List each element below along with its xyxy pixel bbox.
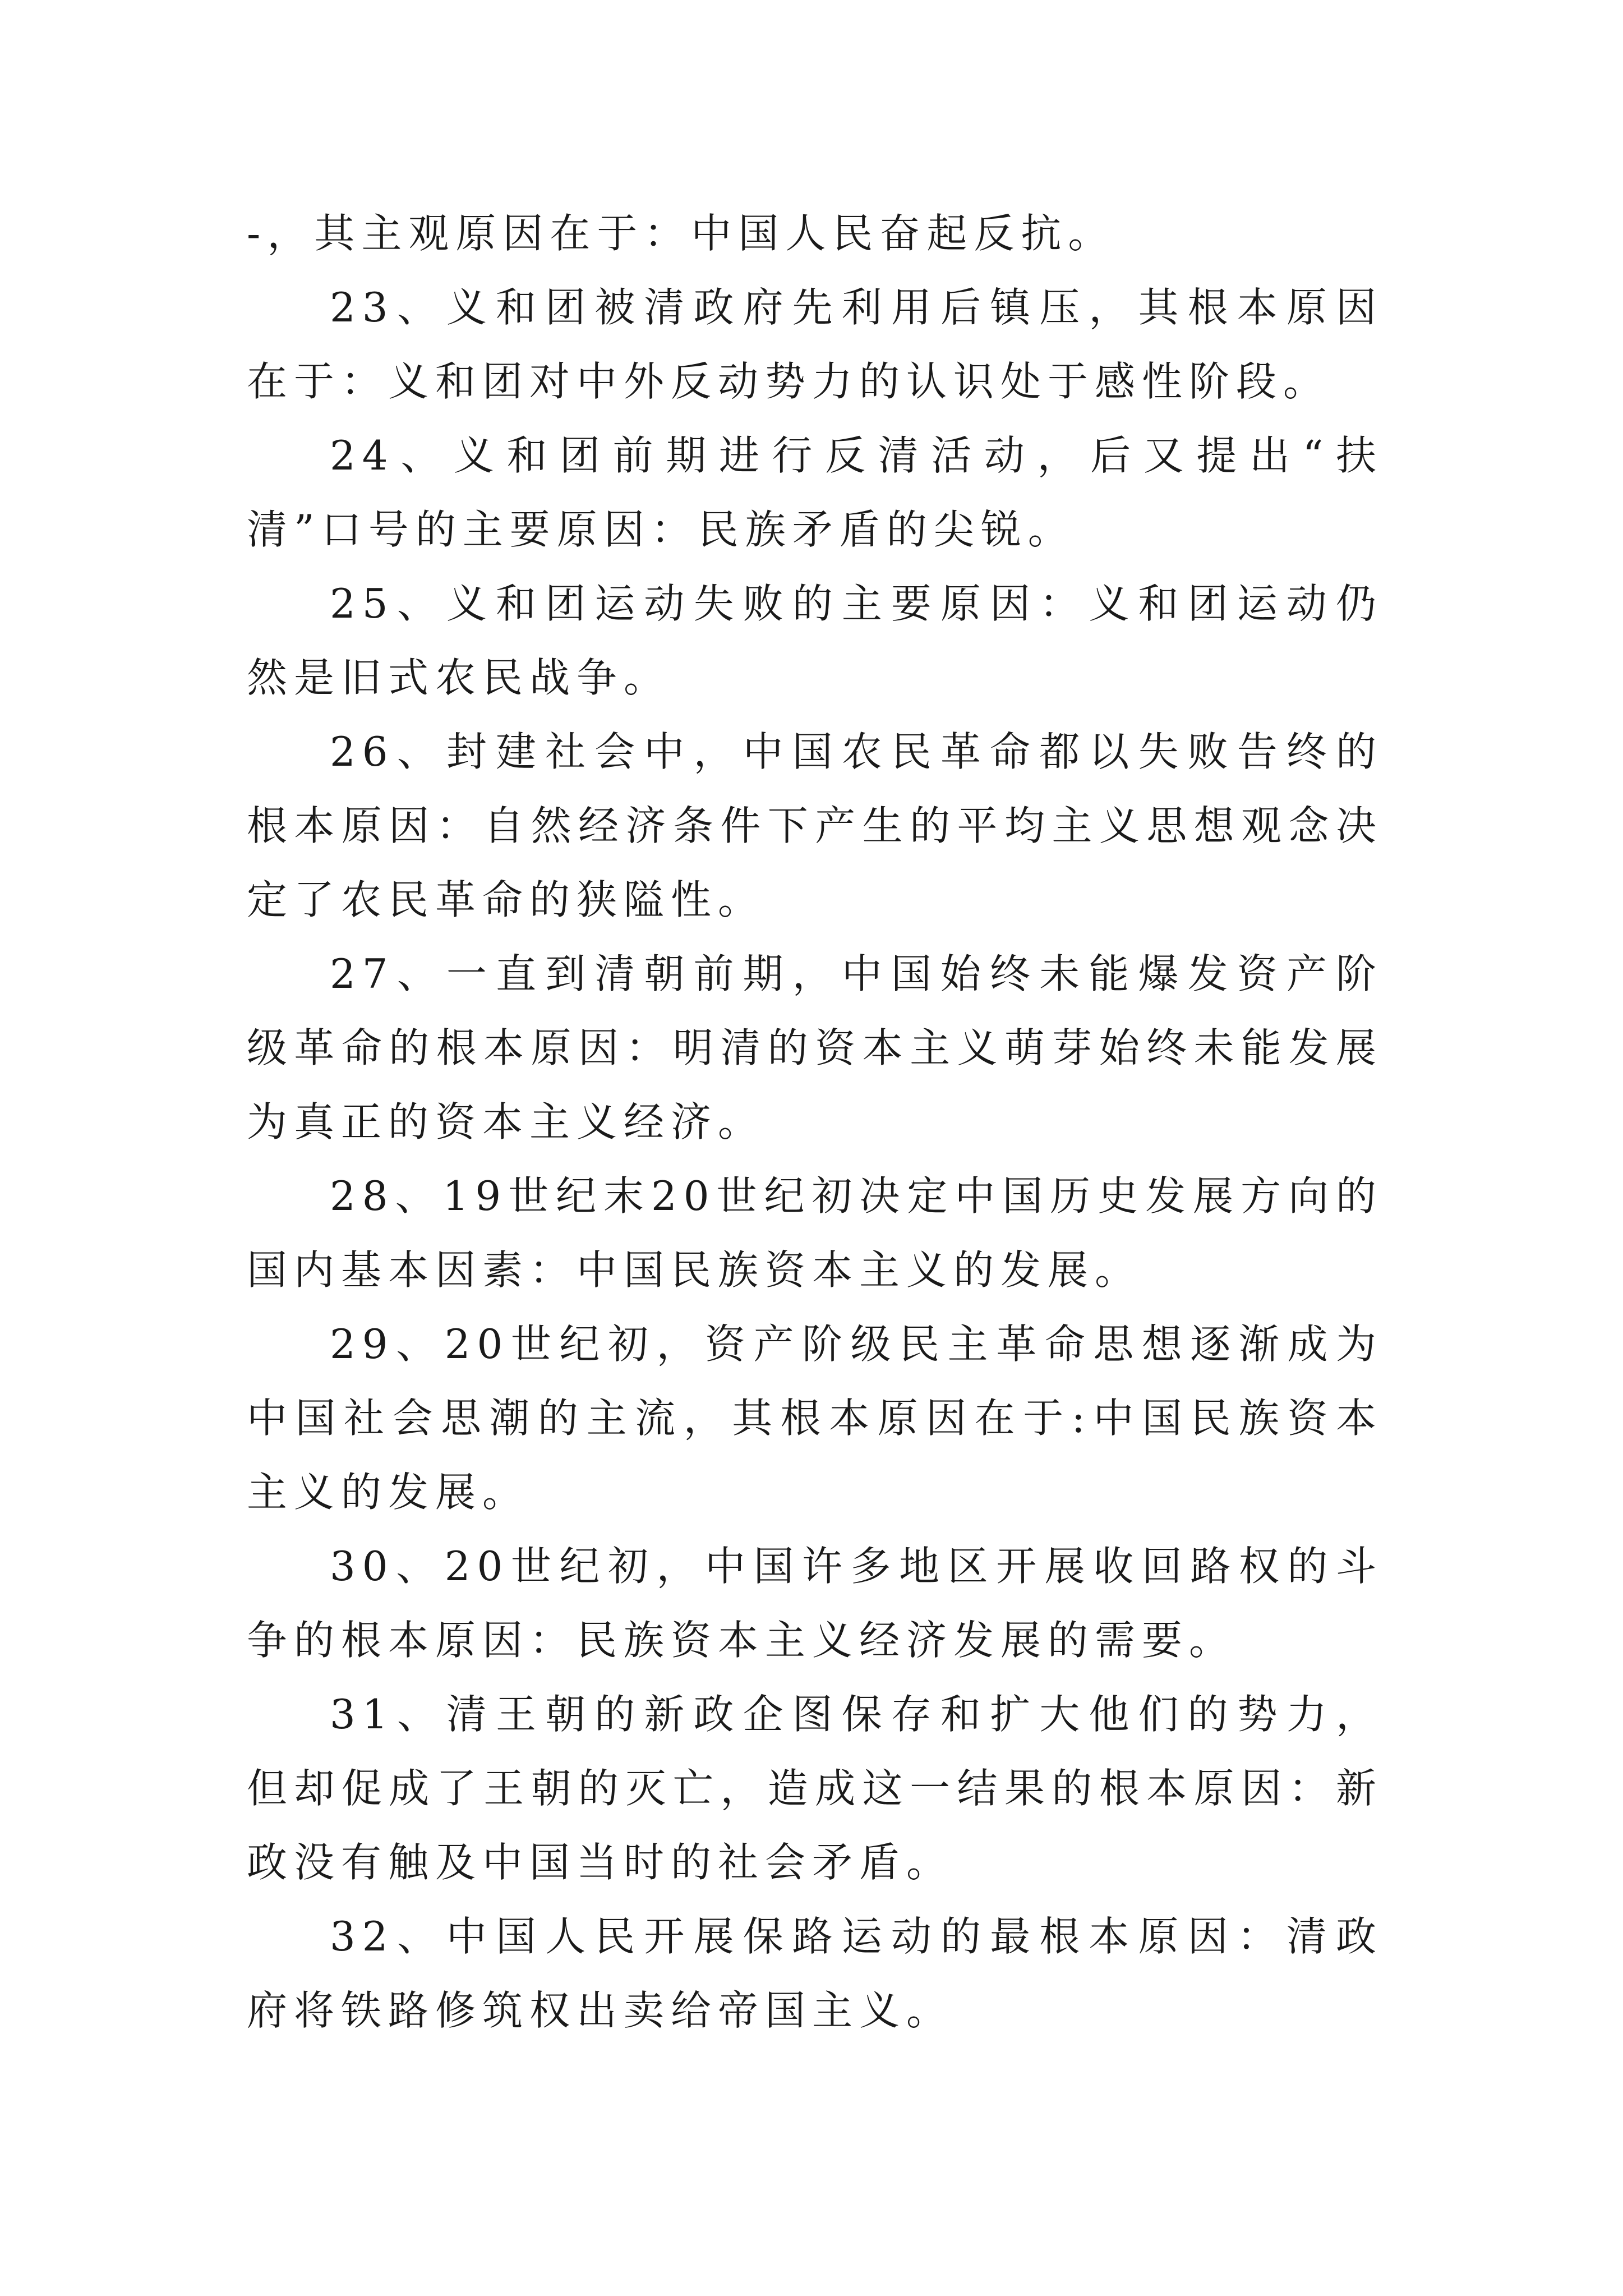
- paragraph-31: 31、清王朝的新政企图保存和扩大他们的势力，但却促成了王朝的灭亡，造成这一结果的根本原因：新政没有触及中国当时的社会矛盾。: [247, 1691, 1383, 1886]
- paragraph-26: 26、封建社会中，中国农民革命都以失败告终的根本原因：自然经济条件下产生的平均主义思想观念决定了农民革命的狭隘性。: [247, 728, 1383, 923]
- paragraph-25: 25、义和团运动失败的主要原因：义和团运动仍然是旧式农民战争。: [247, 580, 1383, 701]
- paragraph-continuation: -，其主观原因在于：中国人民奋起反抗。: [247, 210, 1115, 257]
- paragraph-24: 24、义和团前期进行反清活动，后又提出“扶清”口号的主要原因：民族矛盾的尖锐。: [247, 432, 1383, 553]
- paragraph-30: 30、20世纪初，中国许多地区开展收回路权的斗争的根本原因：民族资本主义经济发展的需要。: [247, 1543, 1383, 1664]
- paragraph-29: 29、20世纪初，资产阶级民主革命思想逐渐成为中国社会思潮的主流，其根本原因在于:中国民族资本主义的发展。: [247, 1320, 1383, 1516]
- paragraph-27: 27、一直到清朝前期，中国始终未能爆发资产阶级革命的根本原因：明清的资本主义萌芽始终未能发展为真正的资本主义经济。: [247, 950, 1383, 1145]
- document-body: [247, 196, 1383, 2047]
- paragraph-28: 28、19世纪末20世纪初决定中国历史发展方向的国内基本因素：中国民族资本主义的发展。: [247, 1172, 1383, 1294]
- paragraph-23: 23、义和团被清政府先利用后镇压，其根本原因在于：义和团对中外反动势力的认识处于感性阶段。: [247, 284, 1383, 405]
- paragraph-32: 32、中国人民开展保路运动的最根本原因：清政府将铁路修筑权出卖给帝国主义。: [247, 1913, 1383, 2034]
